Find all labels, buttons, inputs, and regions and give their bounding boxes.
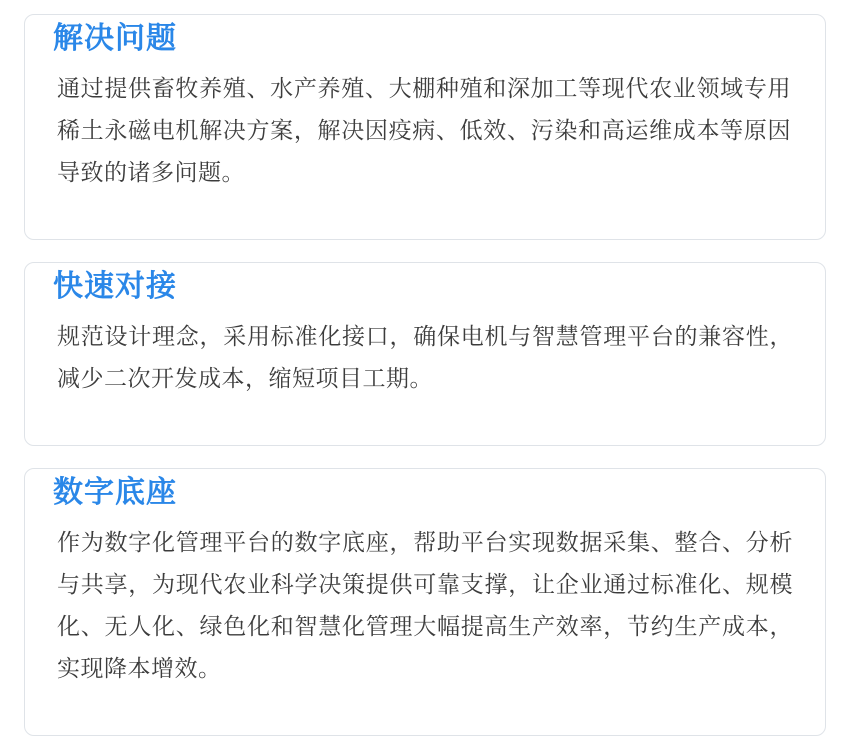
card-body-digital-base: 作为数字化管理平台的数字底座，帮助平台实现数据采集、整合、分析与共享，为现代农业科学决策提供可靠支撑，让企业通过标准化、规模化、无人化、绿色化和智慧化管理大幅提高生产效率，节约生产成本，实现降本增效。 xyxy=(57,530,793,682)
card-body-fast-connect: 规范设计理念，采用标准化接口，确保电机与智慧管理平台的兼容性，减少二次开发成本，缩短项目工期。 xyxy=(57,324,793,392)
card-solve-problem xyxy=(24,14,826,240)
card-digital-base xyxy=(24,468,826,736)
card-fast-connect xyxy=(24,262,826,446)
card-title-solve-problem: 解决问题 xyxy=(39,20,185,58)
card-title-digital-base: 数字底座 xyxy=(39,474,185,512)
card-body-solve-problem: 通过提供畜牧养殖、水产养殖、大棚种殖和深加工等现代农业领域专用稀土永磁电机解决方案，解决因疫病、低效、污染和高运维成本等原因导致的诸多问题。 xyxy=(57,76,791,186)
card-title-fast-connect: 快速对接 xyxy=(39,268,185,306)
